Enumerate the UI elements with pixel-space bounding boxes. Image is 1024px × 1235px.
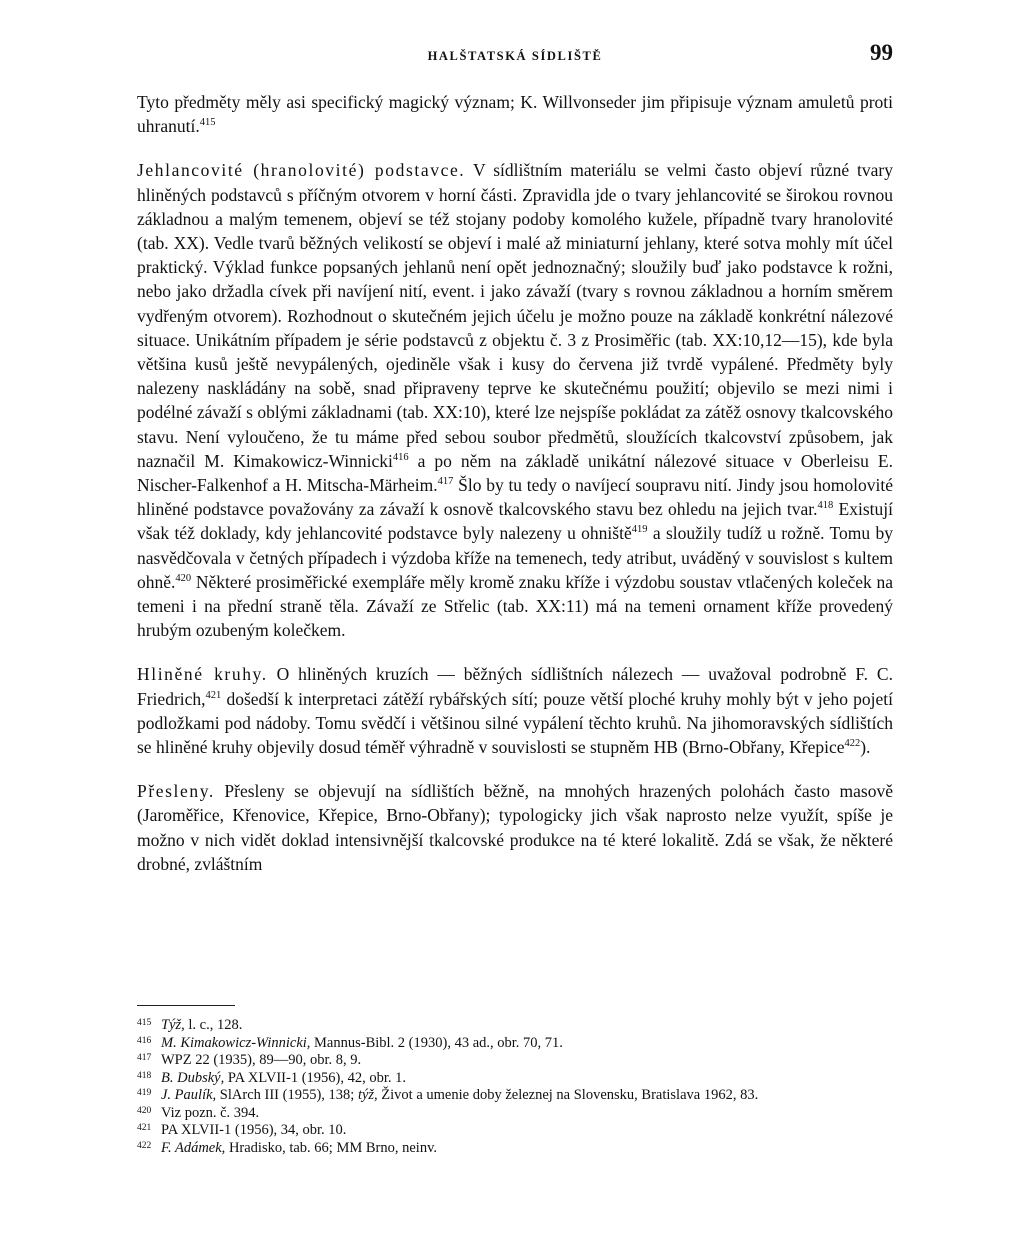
footnote-421 (137, 1122, 893, 1140)
footnote-citation: Viz pozn. č. 394. (161, 1104, 260, 1121)
footnote-citation: PA XLVII-1 (1956), 34, obr. 10. (161, 1122, 347, 1138)
paragraph-text: ). (860, 737, 871, 758)
footnote-citation: Život a umenie doby železnej na Slovensku, Bratislava 1962, 83. (377, 1087, 759, 1103)
footnote-ref-421[interactable]: 421 (205, 689, 222, 701)
paragraph-spindle-whorls (137, 779, 893, 876)
footnote-ref-420[interactable]: 420 (175, 573, 192, 585)
footnote-ref-422[interactable]: 422 (844, 738, 861, 750)
footnote-415 (137, 1017, 893, 1035)
footnote-citation: SlArch III (1955), 138; (216, 1087, 358, 1103)
footnote-417 (137, 1052, 893, 1070)
footnote-text (161, 1140, 893, 1158)
footnote-number: 419 (137, 1088, 152, 1098)
paragraph-pedestals (137, 158, 893, 642)
footnote-number: 418 (137, 1070, 152, 1081)
paragraph-text: a po něm na základě unikátní nálezové situace v Oberleisu E. Nischer-Falkenhof a H. Mitscha-Märheim. (137, 450, 893, 496)
paragraph-text: Přesleny se objevují na sídlištích běžně, na mnohých hrazených polohách často masově (Jaroměřice, Křenovice, Křepice, Brno-Obřany); typologicky jich však naprosto nelze využít, spíše je možno v nich vidět doklad intensivnější tkalcovské produkce na té které lokalitě. Zdá se však, že některé drobné, zvláštním (137, 781, 893, 874)
footnote-number: 421 (137, 1123, 152, 1133)
section-heading-spindle-whorls: Přesleny. (137, 781, 215, 802)
footnote-420 (137, 1105, 893, 1123)
footnote-author: J. Paulík, (161, 1087, 217, 1103)
paragraph-text: O hliněných kruzích — běžných sídlištních nálezech — uvažoval podrobně F. C. Friedrich, (137, 664, 893, 709)
paragraph-text: Existují však též doklady, kdy jehlancovité podstavce byly nalezeny u ohniště (137, 499, 894, 544)
paragraph-text: Šlo by tu tedy o navíjecí soupravu nití. Jindy jsou homolovité hliněné podstavce považovány za závaží k osnově tkalcovského stavu bez ohledu na jejich tvar. (137, 475, 893, 520)
footnote-author: týž, (357, 1087, 378, 1103)
section-heading-clay-rings: Hliněné kruhy. (137, 664, 268, 685)
footnote-422 (137, 1140, 893, 1158)
paragraph-text: a sloužily tudíž u rožně. Tomu by nasvědčovala v četných případech i výzdoba kříže na temenech, tedy atribut, uváděný v souvislost s kultem ohně. (137, 523, 893, 592)
footnote-citation: PA XLVII-1 (1956), 42, obr. 1. (224, 1069, 407, 1086)
footnote-text (161, 1105, 893, 1123)
footnote-text (161, 1017, 893, 1035)
footnote-number: 420 (137, 1105, 152, 1116)
footnote-citation: l. c., 128. (184, 1017, 243, 1033)
footnote-number: 417 (137, 1053, 152, 1063)
footnote-author: F. Adámek, (161, 1139, 226, 1156)
footnote-418 (137, 1070, 893, 1088)
footnote-text (161, 1052, 893, 1070)
footnote-ref-415[interactable]: 415 (199, 117, 216, 129)
footnote-416 (137, 1035, 893, 1053)
footnote-ref-419[interactable]: 419 (631, 524, 648, 536)
paragraph-text: Některé prosiměřické exempláře měly kromě znaku kříže i výzdobu soustav vtlačených koleček na temeni i na přední straně těla. Závaží ze Střelic (tab. XX:11) má na temeni ornament kříže provedený hrubým ozubeným kolečkem. (137, 571, 893, 641)
footnote-author: M. Kimakowicz-Winnicki, (161, 1034, 311, 1051)
paragraph-clay-rings (137, 662, 893, 759)
footnote-author: Týž, (161, 1017, 185, 1033)
footnote-citation: WPZ 22 (1935), 89—90, obr. 8, 9. (161, 1052, 362, 1068)
page-header (137, 40, 893, 72)
footnote-text (161, 1070, 893, 1088)
footnote-author: B. Dubský, (161, 1069, 225, 1086)
footnote-ref-417[interactable]: 417 (437, 476, 454, 488)
running-title: HALŠTATSKÁ SÍDLIŠTĚ (427, 49, 603, 63)
paragraph-text: V sídlištním materiálu se velmi často objeví různé tvary hliněných podstavců s příčným otvorem v horní části. Zpravidla jde o tvary jehlancovité se širokou rovnou základnou a malým temenem, objeví se též stojany podoby komolého kužele, případně tvary hranolovité (tab. XX). Vedle tvarů běžných velikostí se objeví i malé až miniaturní jehlany, které sotva mohly mít účel praktický. Výklad funkce popsaných jehlanů není opět jednoznačný; sloužily buď jako podstavce k rožni, nebo jako držadla cívek při navíjení nití, event. i jako závaží (tvary s rovnou základnou a horním směrem vydřeným otvorem). Rozhodnout o skutečném jejich účelu je možno pouze na základě konkrétní nálezové situace. Unikátním případem je série podstavců z objektu č. 3 z Prosiměřic (tab. XX:10,12—15), kde byla většina kusů ještě nevypálených, ojediněle však i kusy do červena již tvrdě vypálené. Předměty byly nalezeny naskládány na sobě, snad připraveny teprve ke skutečnému použití; objevilo se mezi nimi i podélné závaží s oblými základnami (tab. XX:10), které lze nejspíše pokládat za zátěž osnovy tkalcovského stavu. Není vyloučeno, že tu máme před sebou soubor předmětů, sloužících tkalcovství způsobem, jak naznačil M. Kimakowicz-Winnicki (137, 160, 894, 471)
body-text (137, 90, 893, 876)
footnote-text (161, 1087, 893, 1105)
footnote-number: 422 (137, 1140, 152, 1151)
footnote-citation: Mannus-Bibl. 2 (1930), 43 ad., obr. 70, 71. (310, 1034, 563, 1051)
paragraph-text: Tyto předměty měly asi specifický magický význam; K. Willvonseder jim připisuje význam amuletů proti uhranutí. (137, 92, 893, 137)
footnote-419 (137, 1087, 893, 1105)
footnote-number: 415 (137, 1018, 152, 1028)
footnote-separator (137, 1005, 235, 1006)
footnote-citation: Hradisko, tab. 66; MM Brno, neinv. (225, 1139, 438, 1156)
footnotes (137, 1017, 893, 1157)
footnote-text (161, 1122, 893, 1140)
footnote-ref-418[interactable]: 418 (817, 500, 834, 512)
paragraph-amulets (137, 90, 893, 138)
footnote-ref-416[interactable]: 416 (392, 452, 409, 464)
paragraph-text: došedší k interpretaci zátěží rybářských sítí; pouze větší ploché kruhy mohly být v jeho pojetí podložkami pod nádoby. Tomu svědčí i většinou silné vypálení těchto kruhů. Na jihomoravských sídlištích se hliněné kruhy objevily dosud téměř výhradně v souvislosti se stupněm HB (Brno-Obřany, Křepice (137, 688, 893, 758)
section-heading-pedestals: Jehlancovité (hranolovité) podstavce. (137, 160, 466, 181)
page-number: 99 (870, 40, 893, 65)
footnote-number: 416 (137, 1035, 152, 1046)
footnote-text (161, 1035, 893, 1053)
